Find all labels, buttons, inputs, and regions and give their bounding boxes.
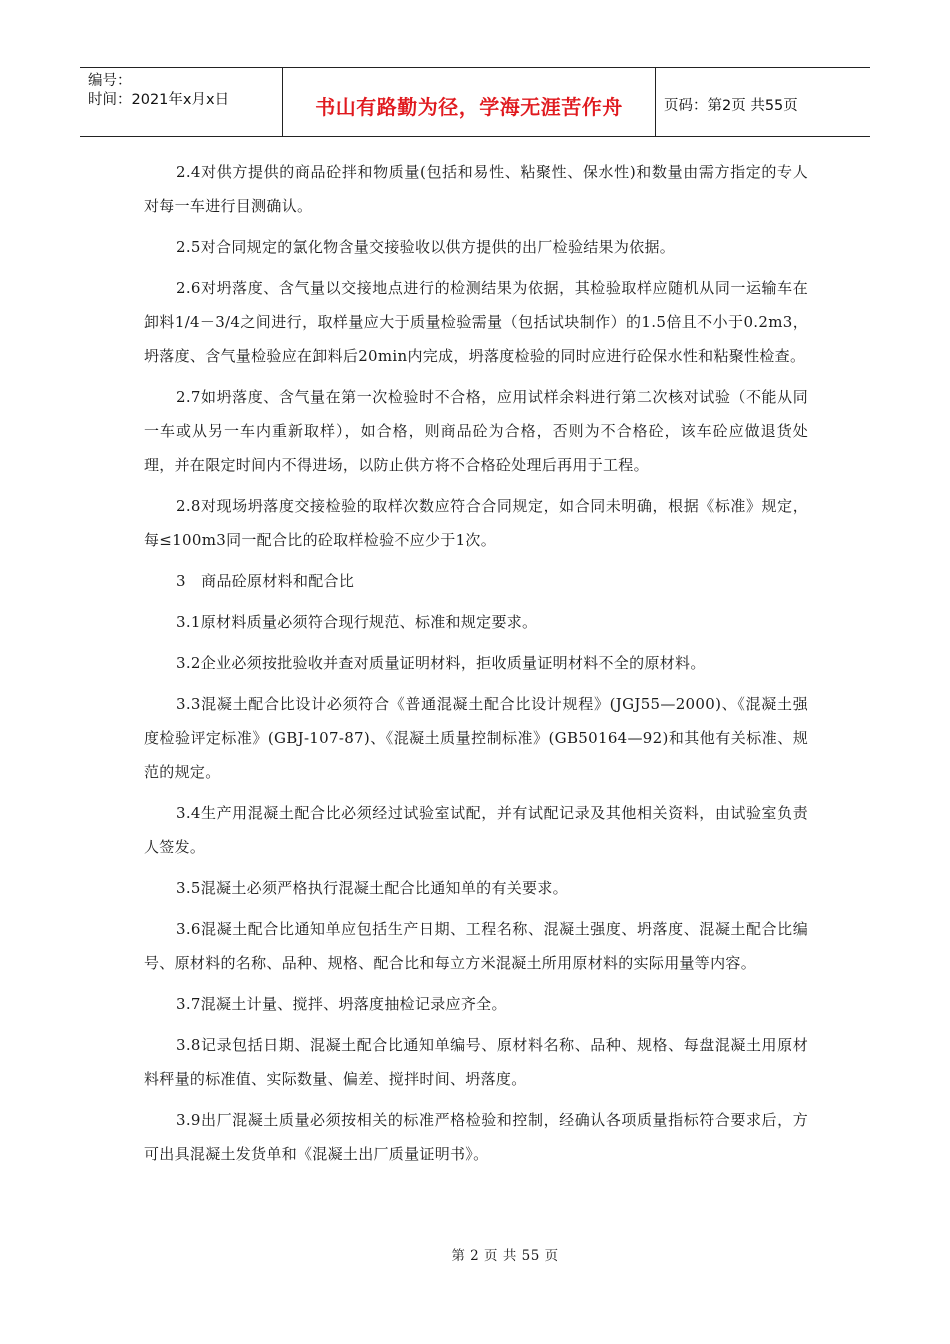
header-page-cell bbox=[656, 68, 870, 136]
date-label: 时间：2021年x月x日 bbox=[88, 92, 230, 108]
header-info-cell bbox=[80, 68, 283, 136]
paragraph-3-1: 3.1原材料质量必须符合现行规范、标准和规定要求。 bbox=[176, 613, 538, 631]
header-motto-cell bbox=[283, 68, 656, 136]
document-body bbox=[144, 155, 808, 1178]
footer-page-number: 第 2 页 共 55 页 bbox=[451, 1248, 559, 1264]
paragraph-3-8: 3.8记录包括日期、混凝土配合比通知单编号、原材料名称、品种、规格、每盘混凝土用原材料秤量的标准值、实际数量、偏差、搅拌时间、坍落度。 bbox=[144, 1036, 808, 1088]
paragraph-3-9: 3.9出厂混凝土质量必须按相关的标准严格检验和控制，经确认各项质量指标符合要求后，方可出具混凝土发货单和《混凝土出厂质量证明书》。 bbox=[144, 1111, 808, 1163]
section-heading-3: 3 商品砼原材料和配合比 bbox=[176, 572, 355, 590]
page-header bbox=[80, 67, 870, 137]
paragraph-3-4: 3.4生产用混凝土配合比必须经过试验室试配，并有试配记录及其他相关资料，由试验室负责人签发。 bbox=[144, 804, 808, 856]
paragraph-2-8: 2.8对现场坍落度交接检验的取样次数应符合合同规定，如合同未明确，根据《标准》规定，每≤100m3同一配合比的砼取样检验不应少于1次。 bbox=[144, 497, 808, 549]
page-footer bbox=[0, 1244, 950, 1264]
doc-number-label: 编号： bbox=[88, 73, 132, 89]
paragraph-3-3: 3.3混凝土配合比设计必须符合《普通混凝土配合比设计规程》(JGJ55—2000)、《混凝土强度检验评定标准》(GBJ-107-87)、《混凝土质量控制标准》(GB50164—92)和其他有关标准、规范的规定。 bbox=[144, 695, 808, 781]
paragraph-3-6: 3.6混凝土配合比通知单应包括生产日期、工程名称、混凝土强度、坍落度、混凝土配合比编号、原材料的名称、品种、规格、配合比和每立方米混凝土所用原材料的实际用量等内容。 bbox=[144, 920, 808, 972]
paragraph-3-2: 3.2企业必须按批验收并查对质量证明材料，拒收质量证明材料不全的原材料。 bbox=[176, 654, 706, 672]
motto-text: 书山有路勤为径，学海无涯苦作舟 bbox=[315, 94, 623, 119]
paragraph-2-6: 2.6对坍落度、含气量以交接地点进行的检测结果为依据，其检验取样应随机从同一运输车在卸料1/4－3/4之间进行，取样量应大于质量检验需量（包括试块制作）的1.5倍且不小于0.2m3，坍落度、含气量检验应在卸料后20min内完成，坍落度检验的同时应进行砼保水性和粘聚性检查。 bbox=[144, 279, 808, 365]
paragraph-2-4: 2.4对供方提供的商品砼拌和物质量(包括和易性、粘聚性、保水性)和数量由需方指定的专人对每一车进行目测确认。 bbox=[144, 163, 808, 215]
page-number-label: 页码：第2页 共55页 bbox=[664, 97, 798, 114]
paragraph-2-5: 2.5对合同规定的氯化物含量交接验收以供方提供的出厂检验结果为依据。 bbox=[176, 238, 676, 256]
paragraph-3-5: 3.5混凝土必须严格执行混凝土配合比通知单的有关要求。 bbox=[176, 879, 568, 897]
paragraph-2-7: 2.7如坍落度、含气量在第一次检验时不合格，应用试样余料进行第二次核对试验（不能从同一车或从另一车内重新取样），如合格，则商品砼为合格，否则为不合格砼，该车砼应做退货处理，并在限定时间内不得进场，以防止供方将不合格砼处理后再用于工程。 bbox=[144, 388, 808, 474]
paragraph-3-7: 3.7混凝土计量、搅拌、坍落度抽检记录应齐全。 bbox=[176, 995, 507, 1013]
